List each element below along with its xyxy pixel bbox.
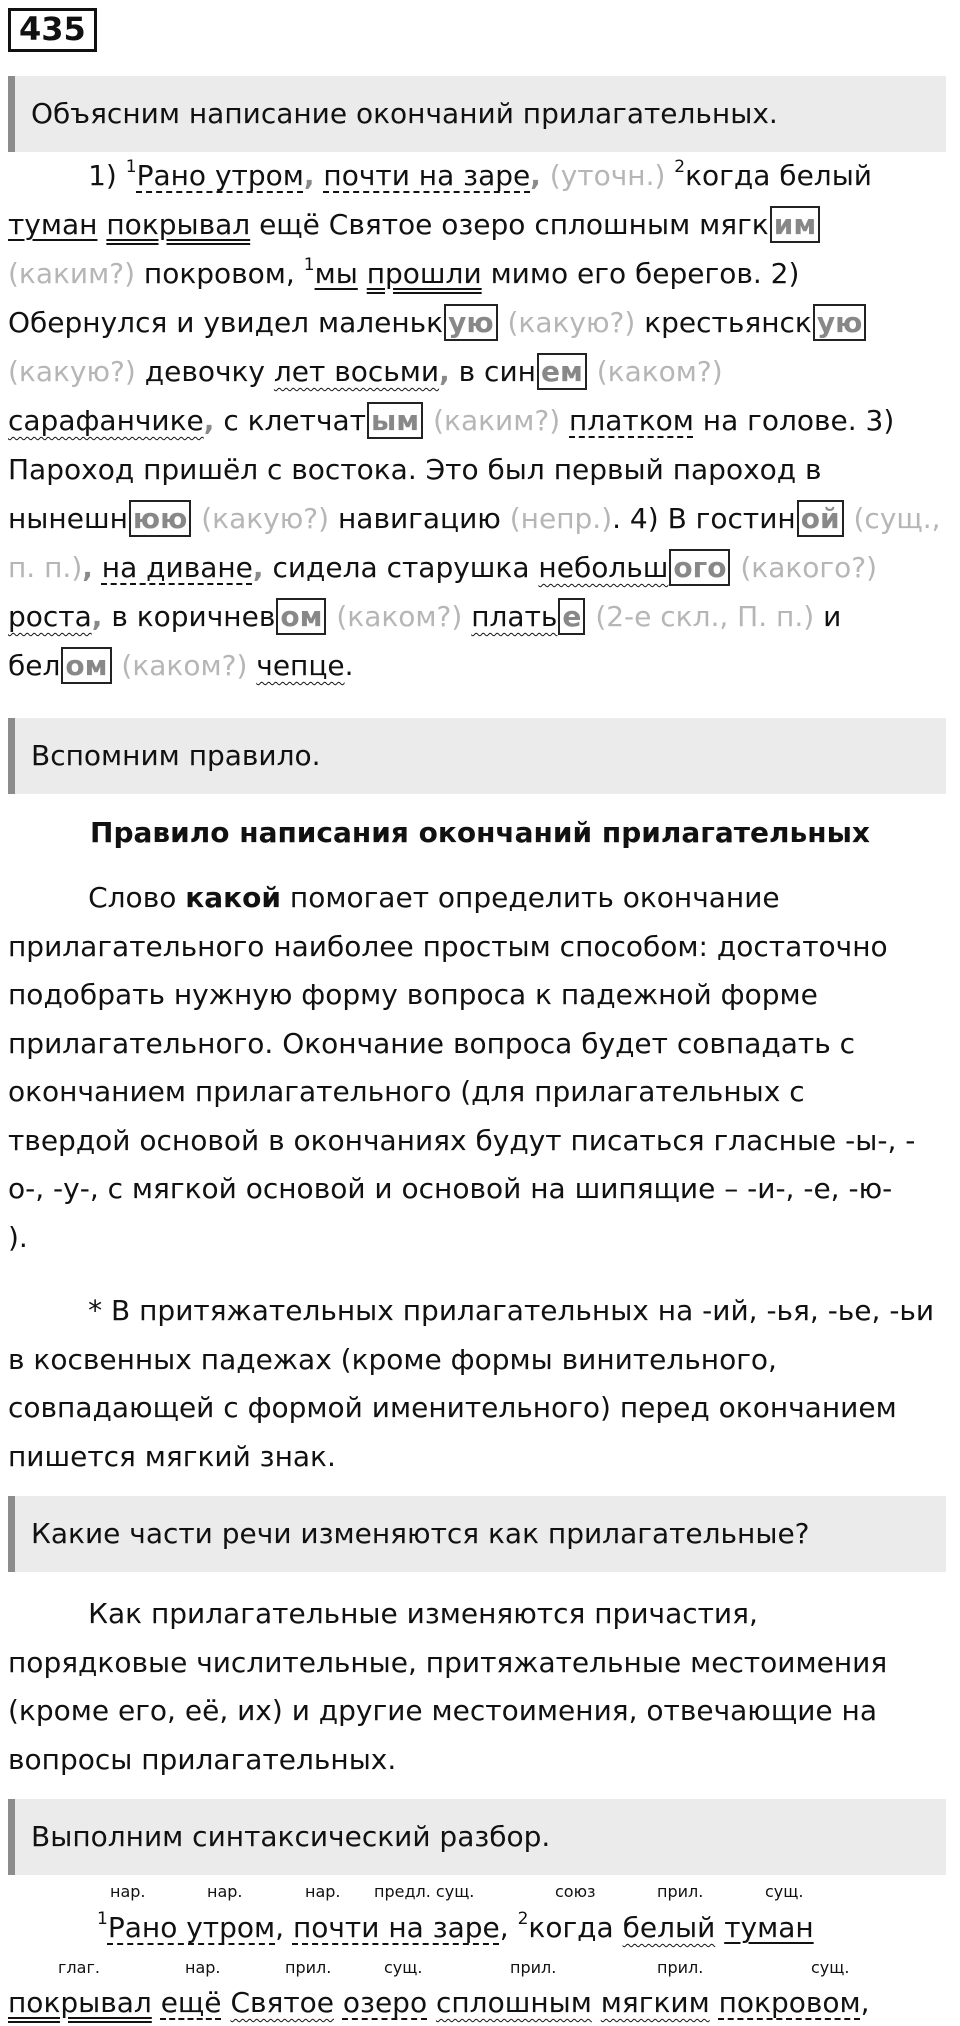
text-line: порядковые числительные, притяжательные местоимения bbox=[8, 1645, 888, 1679]
pos-label: нар. bbox=[207, 1882, 243, 1901]
ending-box: ом bbox=[61, 647, 111, 684]
text: Как прилагательные изменяются причастия, bbox=[88, 1597, 758, 1630]
text: на голове. 3) bbox=[702, 404, 895, 437]
text-line bbox=[8, 1980, 948, 2026]
text: * В притяжательных прилагательных на -ий, -ья, -ье, -ьи bbox=[88, 1294, 935, 1327]
text: покровом, bbox=[143, 257, 295, 290]
text-line bbox=[8, 249, 948, 298]
pos-label: предл. сущ. bbox=[374, 1882, 475, 1901]
predicate: прошли bbox=[366, 257, 482, 290]
adverbial-phrase: на диване bbox=[101, 551, 253, 584]
object: озеро bbox=[342, 1986, 428, 2019]
attribute: лет восьми bbox=[273, 355, 440, 388]
exercise-number: 435 bbox=[8, 8, 97, 52]
syntax-sentence-line-2 bbox=[8, 1980, 948, 2026]
question: (каком?) bbox=[336, 600, 463, 633]
superscript: 1 bbox=[303, 255, 315, 275]
note: (2-е скл., П. п.) bbox=[595, 600, 815, 633]
text: , bbox=[275, 1911, 293, 1944]
attribute: сплошным bbox=[435, 1986, 592, 2019]
pos-label: нар. bbox=[110, 1882, 146, 1901]
text: , bbox=[499, 1911, 518, 1944]
attribute: Святое bbox=[230, 1986, 335, 2019]
text-line: о-, -у-, с мягкой основой и основой на шипящие – -и-, -е, -ю- bbox=[8, 1172, 893, 1205]
text-line bbox=[8, 396, 948, 445]
text-line bbox=[8, 494, 948, 543]
pos-label: нар. bbox=[185, 1958, 221, 1977]
note: (непр.) bbox=[509, 502, 613, 535]
text: . bbox=[344, 649, 354, 682]
question: (какую?) bbox=[201, 502, 330, 535]
text: мимо его берегов. 2) bbox=[490, 257, 800, 290]
ending-box: ую bbox=[813, 304, 866, 341]
subject: туман bbox=[8, 208, 98, 241]
pos-label: союз bbox=[555, 1882, 596, 1901]
text: 1) bbox=[88, 159, 126, 192]
pos-label: глаг. bbox=[58, 1958, 100, 1977]
superscript: 1 bbox=[97, 1909, 108, 1929]
text: с клетчат bbox=[223, 404, 366, 437]
text: , bbox=[860, 1986, 870, 2019]
ending-box: им bbox=[770, 206, 821, 243]
comma: , bbox=[82, 551, 93, 584]
rule-paragraph-2 bbox=[8, 1287, 948, 1481]
question: (каким?) bbox=[433, 404, 561, 437]
ending-box: ой bbox=[797, 500, 844, 537]
text-line bbox=[8, 1590, 948, 1639]
attribute: чепце bbox=[256, 649, 345, 682]
text-line bbox=[8, 1905, 948, 1951]
text: крестьянск bbox=[644, 306, 812, 339]
text bbox=[334, 1986, 343, 2019]
banner-parts-of-speech: Какие части речи изменяются как прилагательные? bbox=[8, 1496, 946, 1572]
adverbial-phrase: почти на заре bbox=[323, 159, 531, 192]
question: (какого?) bbox=[740, 551, 878, 584]
banner-explain: Объясним написание окончаний прилагательных. bbox=[8, 76, 946, 152]
attribute: роста bbox=[8, 600, 92, 633]
text-line: прилагательного. Окончание вопроса будет совпадать с bbox=[8, 1026, 855, 1060]
comma: , bbox=[91, 600, 103, 633]
exercise-text bbox=[8, 151, 948, 690]
pos-label: прил. bbox=[657, 1882, 704, 1901]
attribute: плать bbox=[471, 600, 558, 633]
ending-box: ую bbox=[444, 304, 497, 341]
object: покровом bbox=[718, 1986, 861, 2019]
comma: , bbox=[530, 159, 541, 192]
superscript: 1 bbox=[125, 157, 137, 177]
superscript: 2 bbox=[674, 157, 686, 177]
ending-box: ом bbox=[276, 598, 326, 635]
rule-title: Правило написания окончаний прилагательных bbox=[90, 816, 870, 849]
text: помогает определить окончание bbox=[281, 881, 780, 914]
text-line: (кроме его, её, их) и другие местоимения, отвечающие на bbox=[8, 1694, 878, 1727]
predicate: покрывал bbox=[106, 208, 251, 241]
attribute: мягким bbox=[600, 1986, 710, 2019]
pos-labels-row-2 bbox=[0, 1958, 960, 1978]
text: девочку bbox=[144, 355, 265, 388]
text: в коричнев bbox=[111, 600, 276, 633]
rule-paragraph-1 bbox=[8, 874, 948, 1262]
ending-box: е bbox=[558, 598, 585, 635]
text-line bbox=[8, 151, 948, 200]
banner-recall: Вспомним правило. bbox=[8, 718, 946, 794]
syntax-sentence-line-1 bbox=[8, 1905, 948, 1951]
comma: , bbox=[203, 404, 215, 437]
superscript: 2 bbox=[517, 1909, 529, 1929]
note: (сущ., bbox=[853, 502, 941, 535]
attribute: белый bbox=[622, 1911, 716, 1944]
text-line: вопросы прилагательных. bbox=[8, 1742, 397, 1776]
pos-label: сущ. bbox=[765, 1882, 804, 1901]
text: когда bbox=[528, 1911, 623, 1944]
attribute: небольш bbox=[538, 551, 669, 584]
ending-box: ого bbox=[669, 549, 730, 586]
text bbox=[152, 1986, 161, 2019]
parts-answer bbox=[8, 1590, 948, 1784]
text-line bbox=[8, 641, 948, 690]
text-line: совпадающей с формой именительного) перед окончанием bbox=[8, 1391, 897, 1424]
predicate: покрывал bbox=[8, 1986, 152, 2019]
pos-label: прил. bbox=[285, 1958, 332, 1977]
text: сидела старушка bbox=[272, 551, 530, 584]
text-line bbox=[8, 347, 948, 396]
note: п. п.) bbox=[8, 551, 83, 584]
question: (каком?) bbox=[121, 649, 248, 682]
pos-labels-row-1 bbox=[0, 1882, 960, 1902]
adverbial-phrase: Рано утром bbox=[136, 159, 304, 192]
text: навигацию bbox=[337, 502, 501, 535]
subject: мы bbox=[314, 257, 358, 290]
text: и bbox=[823, 600, 842, 633]
text bbox=[427, 1986, 436, 2019]
question: (какую?) bbox=[507, 306, 636, 339]
pos-label: сущ. bbox=[384, 1958, 423, 1977]
subject: туман bbox=[724, 1911, 814, 1944]
object: платком bbox=[569, 404, 694, 437]
comma: , bbox=[252, 551, 264, 584]
pos-label: прил. bbox=[657, 1958, 704, 1977]
text-line bbox=[8, 592, 948, 641]
ending-box: ем bbox=[537, 353, 587, 390]
adverbial-phrase: Рано утром bbox=[107, 1911, 276, 1944]
comma: , bbox=[303, 159, 315, 192]
ending-box: ым bbox=[367, 402, 423, 439]
adverbial: ещё bbox=[160, 1986, 222, 2019]
text: нынешн bbox=[8, 502, 128, 535]
text: Обернулся и увидел маленьк bbox=[8, 306, 444, 339]
text: в син bbox=[458, 355, 536, 388]
text-line: подобрать нужную форму вопроса к падежной форме bbox=[8, 978, 818, 1011]
text-line: в косвенных падежах (кроме формы винительного, bbox=[8, 1342, 777, 1376]
text-line bbox=[8, 298, 948, 347]
banner-syntax: Выполним синтаксический разбор. bbox=[8, 1799, 946, 1875]
adverbial-phrase: почти на заре bbox=[292, 1911, 500, 1944]
attribute: сарафанчике bbox=[8, 404, 204, 437]
note: (уточн.) bbox=[549, 159, 666, 192]
pos-label: нар. bbox=[305, 1882, 341, 1901]
comma: , bbox=[439, 355, 450, 388]
question: (какую?) bbox=[8, 355, 136, 388]
text-line bbox=[8, 874, 948, 923]
text-line: ). bbox=[8, 1220, 28, 1254]
question: (каком?) bbox=[596, 355, 723, 388]
text-line: прилагательного наиболее простым способом: достаточно bbox=[8, 929, 888, 963]
text: . 4) В гостин bbox=[612, 502, 796, 535]
text-line bbox=[8, 543, 948, 592]
pos-label: сущ. bbox=[811, 1958, 850, 1977]
text-line bbox=[8, 200, 948, 249]
text-line: пишется мягкий знак. bbox=[8, 1439, 336, 1473]
text: когда белый bbox=[685, 159, 872, 192]
question: (каким?) bbox=[8, 257, 136, 290]
text-line bbox=[8, 1287, 948, 1336]
bold-word: какой bbox=[185, 881, 281, 914]
text-line: окончанием прилагательного (для прилагательных с bbox=[8, 1075, 805, 1108]
text bbox=[710, 1986, 719, 2019]
text-line: твердой основой в окончаниях будут писаться гласные -ы-, - bbox=[8, 1123, 916, 1157]
pos-label: прил. bbox=[510, 1958, 557, 1977]
text: ещё Святое озеро сплошным мягк bbox=[259, 208, 769, 241]
text: бел bbox=[8, 649, 61, 682]
ending-box: юю bbox=[129, 500, 191, 537]
text bbox=[715, 1911, 724, 1944]
text: Слово bbox=[88, 881, 186, 914]
text-line: Пароход пришёл с востока. Это был первый пароход в bbox=[8, 453, 822, 486]
text bbox=[592, 1986, 601, 2019]
